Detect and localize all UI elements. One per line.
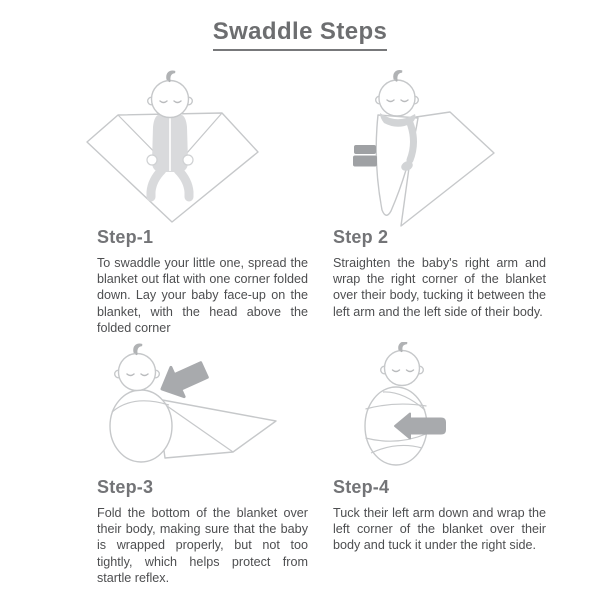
step2-illustration (330, 62, 520, 242)
title-container (0, 18, 600, 51)
swaddle-bundle-shape (110, 390, 172, 462)
step2-section (333, 227, 546, 320)
tuck-left-corner-graphic (345, 342, 505, 480)
hair-curl-icon (167, 72, 175, 81)
baby-on-blanket-graphic (75, 70, 295, 230)
blanket-flap-shape (157, 399, 276, 458)
step2-heading: Step 2 (333, 227, 389, 247)
step4-heading: Step-4 (333, 477, 390, 497)
baby-figure (115, 345, 160, 391)
step3-heading: Step-3 (97, 477, 154, 497)
step3-section (97, 477, 308, 586)
page-title: Swaddle Steps (213, 18, 388, 51)
step1-heading: Step-1 (97, 227, 154, 247)
tucked-arm-tab-icon (353, 145, 377, 167)
wrap-right-corner-graphic (330, 62, 520, 237)
step1-illustration (75, 70, 295, 235)
step1-description: To swaddle your little one, spread the blanket out flat with one corner folded down. Lay your baby face-up on the blanket, with the head above the folded corner (97, 256, 308, 335)
baby-figure (381, 343, 424, 386)
step2-description: Straighten the baby's right arm and wrap the right corner of the blanket over their body, tucking it between the left arm and the left side of their body. (333, 256, 546, 319)
fold-bottom-corner-graphic (85, 342, 295, 480)
step3-illustration (85, 342, 295, 485)
step4-section (333, 477, 546, 554)
step4-description: Tuck their left arm down and wrap the left corner of the blanket over their body and tuck it under the right side. (333, 506, 546, 553)
step4-illustration (345, 342, 505, 485)
fold-direction-arrow-icon (162, 363, 207, 397)
step3-description: Fold the bottom of the blanket over their body, making sure that the baby is wrapped properly, but not too tightly, which helps protect from startle reflex. (97, 506, 308, 585)
hair-curl-icon (134, 345, 142, 354)
step1-section (97, 227, 308, 336)
hair-curl-icon (399, 343, 407, 351)
hair-curl-icon (394, 71, 402, 80)
